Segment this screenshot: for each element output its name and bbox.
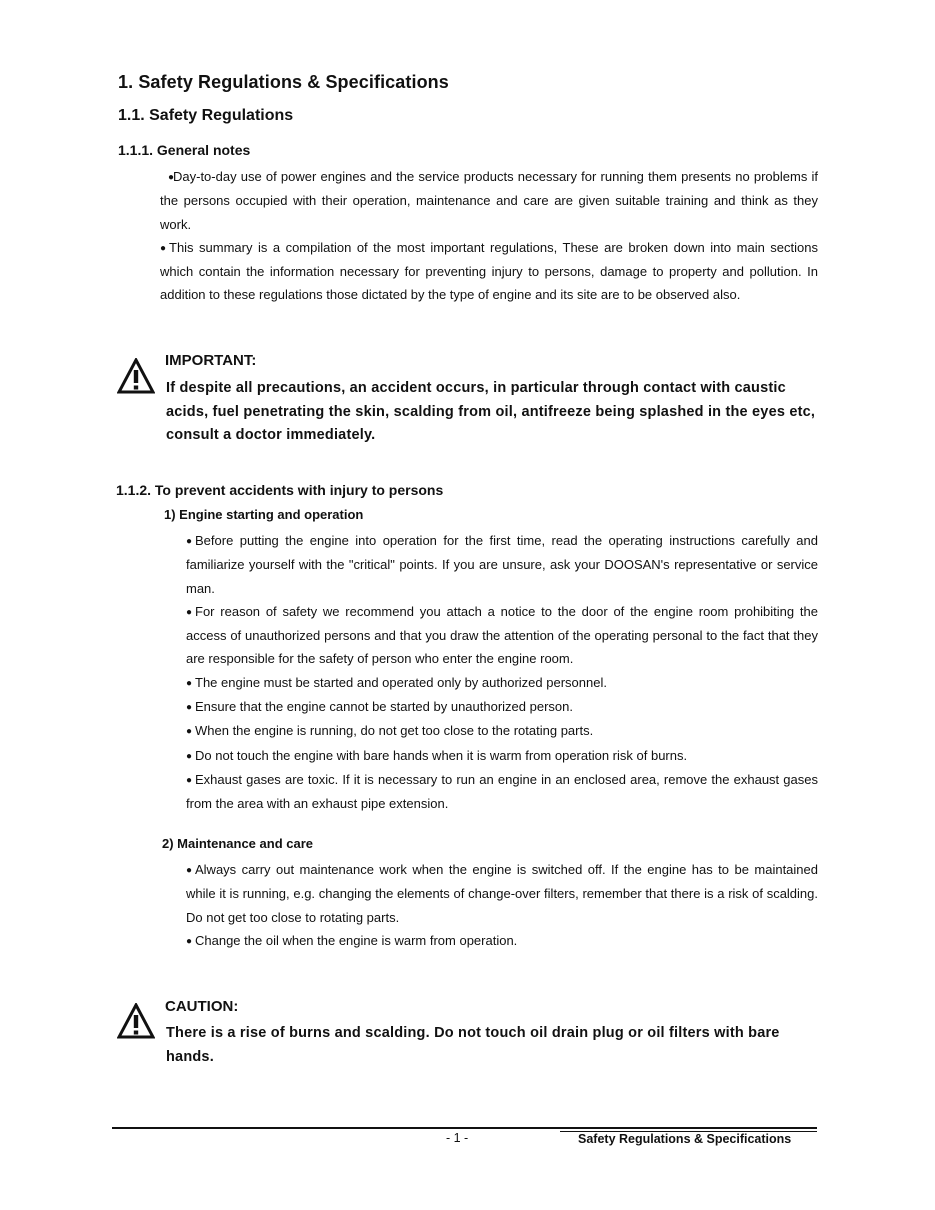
list-item-text: The engine must be started and operated only by authorized personnel. (195, 674, 607, 690)
bullet-icon: ● (186, 702, 193, 714)
list-item-text: Before putting the engine into operation for the first time, read the operating instructions carefully and familiarize yourself with the "critical" points. If you are unsure, ask your DOOSAN's representative or service man. (186, 533, 818, 596)
list-item-text: Do not touch the engine with bare hands when it is warm from operation risk of burns. (195, 747, 688, 763)
caution-body: There is a rise of burns and scalding. Do not touch oil drain plug or oil filters with bare hands. (166, 1025, 780, 1065)
list-item (186, 695, 818, 719)
bullet-icon: ● (160, 242, 167, 254)
list-item-text: When the engine is running, do not get too close to the rotating parts. (195, 723, 594, 739)
page-number: - 1 - (446, 1131, 469, 1145)
section-heading-safety-regulations: 1.1. Safety Regulations (118, 107, 294, 124)
bullet-icon: ● (186, 774, 193, 786)
list-item (186, 600, 818, 671)
bullet-icon: ● (186, 677, 193, 689)
bullet-icon: ● (186, 865, 193, 876)
general-note-text: This summary is a compilation of the most important regulations, These are broken down into main sections which contain the information necessary for preventing injury to persons, damage to property and pollution. In addition to these regulations those dictated by the type of engine and its site are to be observed also. (160, 239, 818, 303)
list-item (186, 858, 818, 929)
bullet-icon: ● (168, 172, 175, 183)
bullet-icon: ● (186, 606, 193, 618)
warning-triangle-icon (117, 1003, 155, 1039)
general-notes-list (160, 165, 818, 307)
bullet-icon: ● (186, 935, 193, 947)
footer-title: Safety Regulations & Specifications (578, 1132, 792, 1146)
page-title: 1. Safety Regulations & Specifications (118, 72, 449, 92)
subsection-heading-prevent-accidents: 1.1.2. To prevent accidents with injury to persons (116, 482, 444, 498)
bullet-icon: ● (186, 750, 193, 762)
list-item (186, 768, 818, 816)
caution-title: CAUTION: (165, 998, 239, 1015)
engine-starting-heading: 1) Engine starting and operation (164, 507, 364, 522)
general-note-item (160, 236, 818, 307)
maintenance-list (186, 858, 818, 953)
warning-triangle-icon (117, 358, 155, 394)
list-item (186, 744, 818, 768)
list-item-text: Always carry out maintenance work when the engine is switched off. If the engine has to be maintained while it is running, e.g. changing the elements of change-over filters, remember that there is a risk of scalding. Do not get too close to rotating parts. (186, 862, 818, 925)
list-item (186, 719, 818, 743)
list-item (186, 929, 818, 953)
bullet-icon: ● (186, 726, 193, 738)
maintenance-heading: 2) Maintenance and care (162, 836, 313, 851)
bullet-icon: ● (186, 536, 193, 547)
important-title: IMPORTANT: (165, 352, 257, 369)
list-item-text: Exhaust gases are toxic. If it is necessary to run an engine in an enclosed area, remove the exhaust gases from the area with an exhaust pipe extension. (186, 771, 818, 812)
list-item-text: Ensure that the engine cannot be started by unauthorized person. (195, 699, 573, 715)
list-item-text: Change the oil when the engine is warm from operation. (195, 932, 518, 948)
list-item (186, 529, 818, 600)
general-note-text: Day-to-day use of power engines and the service products necessary for running them presents no problems if the persons occupied with their operation, maintenance and care are given suitable training and think as they work. (160, 169, 818, 232)
general-note-item (160, 165, 818, 236)
footer-divider (112, 1127, 817, 1129)
list-item-text: For reason of safety we recommend you attach a notice to the door of the engine room prohibiting the access of unauthorized persons and that you draw the attention of the operating personal to the fact that they are responsible for the safety of person who enter the engine room. (186, 603, 818, 667)
list-item (186, 671, 818, 695)
engine-starting-list (186, 529, 818, 816)
important-body: If despite all precautions, an accident occurs, in particular through contact with caustic acids, fuel penetrating the skin, scalding from oil, antifreeze being splashed in the eyes etc, consult a doctor immediately. (166, 380, 816, 443)
subsection-heading-general-notes: 1.1.1. General notes (118, 142, 251, 158)
